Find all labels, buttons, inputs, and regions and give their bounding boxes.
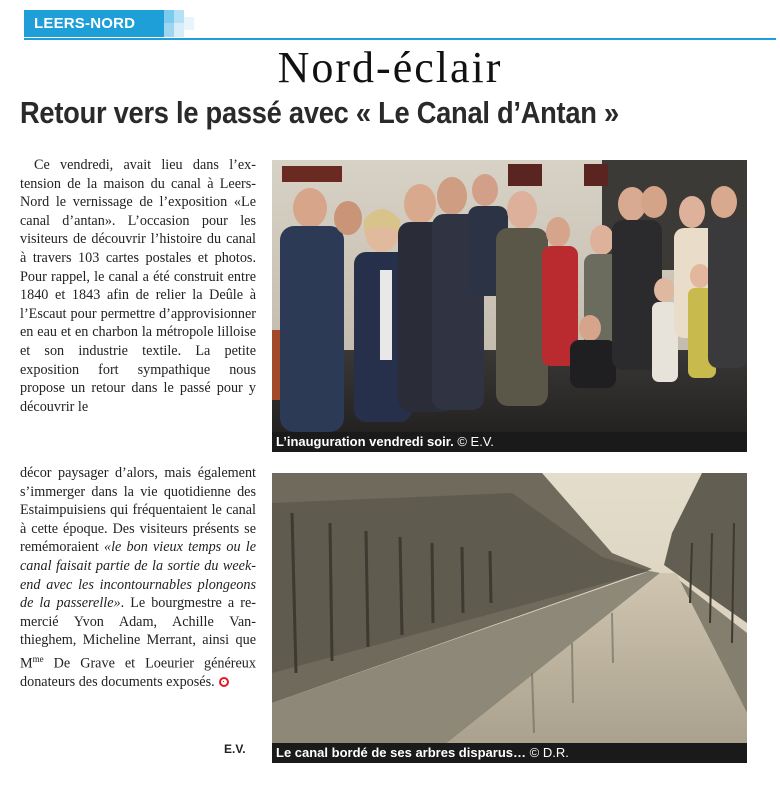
section-rule: [24, 38, 776, 40]
old-canal-photo-caption: [272, 743, 747, 763]
old-canal-photo: [272, 473, 747, 763]
paragraph-2-text-c: De Grave et Loeurier généreux donateurs des documents exposés.: [20, 655, 256, 691]
section-label: LEERS-NORD: [34, 15, 136, 32]
article-paragraph-2: [20, 464, 256, 692]
article-headline: Retour vers le passé avec « Le Canal d’Antan »: [20, 95, 619, 130]
paragraph-2-text-a: décor paysager d’alors, mais également s’immerger dans la vie quotidienne des Estaimpuisiens qui fréquentaient le canal à cette époque. Des visiteurs présents se remémoraient: [20, 465, 256, 556]
inauguration-photo-image: [272, 160, 747, 452]
inauguration-photo-caption: [272, 432, 747, 452]
photo-credit: © D.R.: [529, 745, 569, 760]
caption-text: Le canal bordé de ses arbres disparus…: [276, 745, 526, 760]
caption-text: L’inauguration vendredi soir.: [276, 434, 454, 449]
old-canal-photo-image: [272, 473, 747, 763]
section-tab-decoration: [164, 10, 194, 37]
paragraph-2-text-b: . Le bourgmestre a remercié Yvon Adam, Achille Vanthieghem, Micheline Merrant, ainsi que M: [20, 595, 256, 672]
honorific-sup: me: [32, 653, 44, 664]
visitor-quote: «le bon vieux temps ou le canal faisait partie de la sortie du week-end avec les incontournables plongeons de la passerelle»: [20, 539, 257, 612]
article-paragraph-1: Ce vendredi, avait lieu dans l’extension de la maison du canal à Leers-Nord le vernissage de l’exposition «Le canal d’antan». L’occasion pour les visiteurs de découvrir l’histoire du canal à travers 103 cartes postales et photos. Pour rappel, le canal a été construit entre 1840 et 1843 afin de relier la Deûle à l’Escaut pour permettre d’approvisionner en eau et en charbon la métropole lilloise et son industrie textile. La petite exposition fort sympathique nous propose un retour dans le passé pour y découvrir le: [20, 157, 256, 415]
end-mark-icon: [219, 677, 229, 687]
inauguration-photo: [272, 160, 747, 452]
newspaper-masthead: Nord-éclair: [277, 43, 503, 92]
article-byline: E.V.: [224, 742, 246, 756]
photo-credit: © E.V.: [457, 434, 494, 449]
section-tab: [24, 10, 174, 37]
